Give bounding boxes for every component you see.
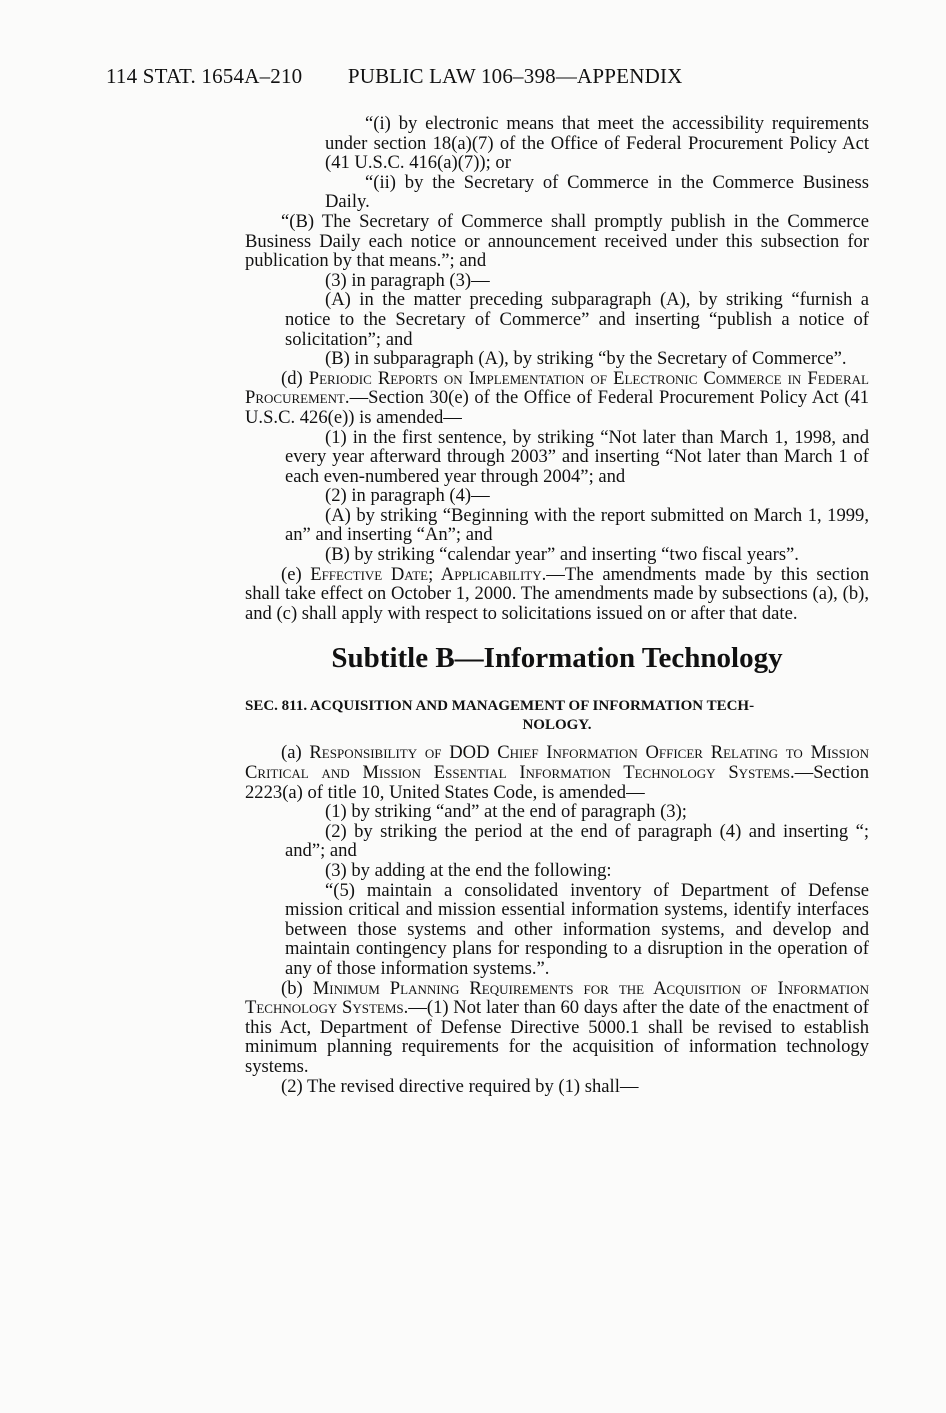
paragraph-heading: Periodic Reports on Implementation of Electronic Commerce in Federal Procurement. [245, 367, 869, 409]
paragraph: “(ii) by the Secretary of Commerce in the Commerce Business Daily. [325, 171, 869, 213]
section-heading-line1: SEC. 811. ACQUISITION AND MANAGEMENT OF INFORMATION TECH- [245, 698, 755, 715]
paragraph-heading: Responsibility of DOD Chief Information Officer Relating to Mission Critical and Mission Essential Information Technology Systems. [245, 742, 869, 784]
document-body [245, 114, 869, 1096]
paragraph: (2) by striking the period at the end of paragraph (4) and inserting “; and”; and [285, 820, 869, 862]
paragraph-lead: (a) [281, 742, 310, 764]
subtitle-heading: Subtitle B—Information Technology [331, 642, 783, 675]
paragraph: (A) by striking “Beginning with the report submitted on March 1, 1999, an” and inserting “An”; and [285, 504, 869, 546]
paragraph: (2) in paragraph (4)— [325, 485, 490, 507]
paragraph: (A) in the matter preceding subparagraph (A), by striking “furnish a notice to the Secretary of Commerce” and inserting “publish a notice of solicitation”; and [285, 289, 869, 350]
paragraph-text: —(1) Not later than 60 days after the date of the enactment of this Act, Department of Defense Directive 5000.1 shall be revised to establish minimum planning requirements for the acquisition of information technology systems. [245, 997, 870, 1077]
stat-citation: 114 STAT. 1654A–210 [106, 64, 303, 88]
paragraph: (2) The revised directive required by (1) shall— [281, 1075, 639, 1097]
paragraph: “(B) The Secretary of Commerce shall promptly publish in the Commerce Business Daily each notice or announcement received under this subsection for publication by that means.”; and [245, 210, 869, 272]
paragraph: (B) by striking “calendar year” and inserting “two fiscal years”. [325, 544, 799, 566]
paragraph-lead: (d) [281, 367, 309, 389]
paragraph-heading: Effective Date; Applicability. [310, 563, 547, 585]
paragraph-minimum-planning [245, 979, 869, 1077]
paragraph: “(i) by electronic means that meet the accessibility requirements under section 18(a)(7) of the Office of Federal Procurement Policy Act (41 U.S.C. 416(a)(7)); or [325, 113, 869, 174]
paragraph-dod-cio [245, 743, 869, 802]
paragraph: (B) in subparagraph (A), by striking “by the Secretary of Commerce”. [325, 348, 847, 370]
paragraph-effective-date [245, 565, 869, 624]
law-title: PUBLIC LAW 106–398—APPENDIX [347, 64, 683, 88]
paragraph: (3) in paragraph (3)— [325, 269, 490, 291]
page-header [106, 64, 683, 89]
paragraph-text: —Section 2223(a) of title 10, United States Code, is amended— [245, 762, 869, 803]
section-heading-line2: NOLOGY. [522, 717, 592, 734]
paragraph-text: —The amendments made by this section shall take effect on October 1, 2000. The amendments made by subsections (a), (b), and (c) shall apply with respect to solicitations issued on or after that date. [245, 563, 869, 624]
paragraph-lead: (e) [281, 563, 311, 585]
section-heading [245, 697, 869, 735]
paragraph-periodic-reports [245, 369, 869, 428]
paragraph-lead: (b) [281, 977, 313, 999]
paragraph: (1) in the first sentence, by striking “Not later than March 1, 1998, and every year afterward through 2003” and inserting “Not later than March 1 of each even-numbered year through 2004”; and [285, 426, 869, 487]
paragraph-text: —Section 30(e) of the Office of Federal Procurement Policy Act (41 U.S.C. 426(e)) is amended— [245, 387, 869, 428]
paragraph: (1) by striking “and” at the end of paragraph (3); [325, 801, 687, 823]
paragraph: (3) by adding at the end the following: [325, 860, 612, 881]
paragraph: “(5) maintain a consolidated inventory of Department of Defense mission critical and mission essential information systems, identify interfaces between those systems and other information systems, and develop and maintain contingency plans for responding to a disruption in the operation of any of those information systems.”. [285, 879, 869, 979]
paragraph-heading: Minimum Planning Requirements for the Acquisition of Information Technology Systems. [245, 977, 869, 1019]
